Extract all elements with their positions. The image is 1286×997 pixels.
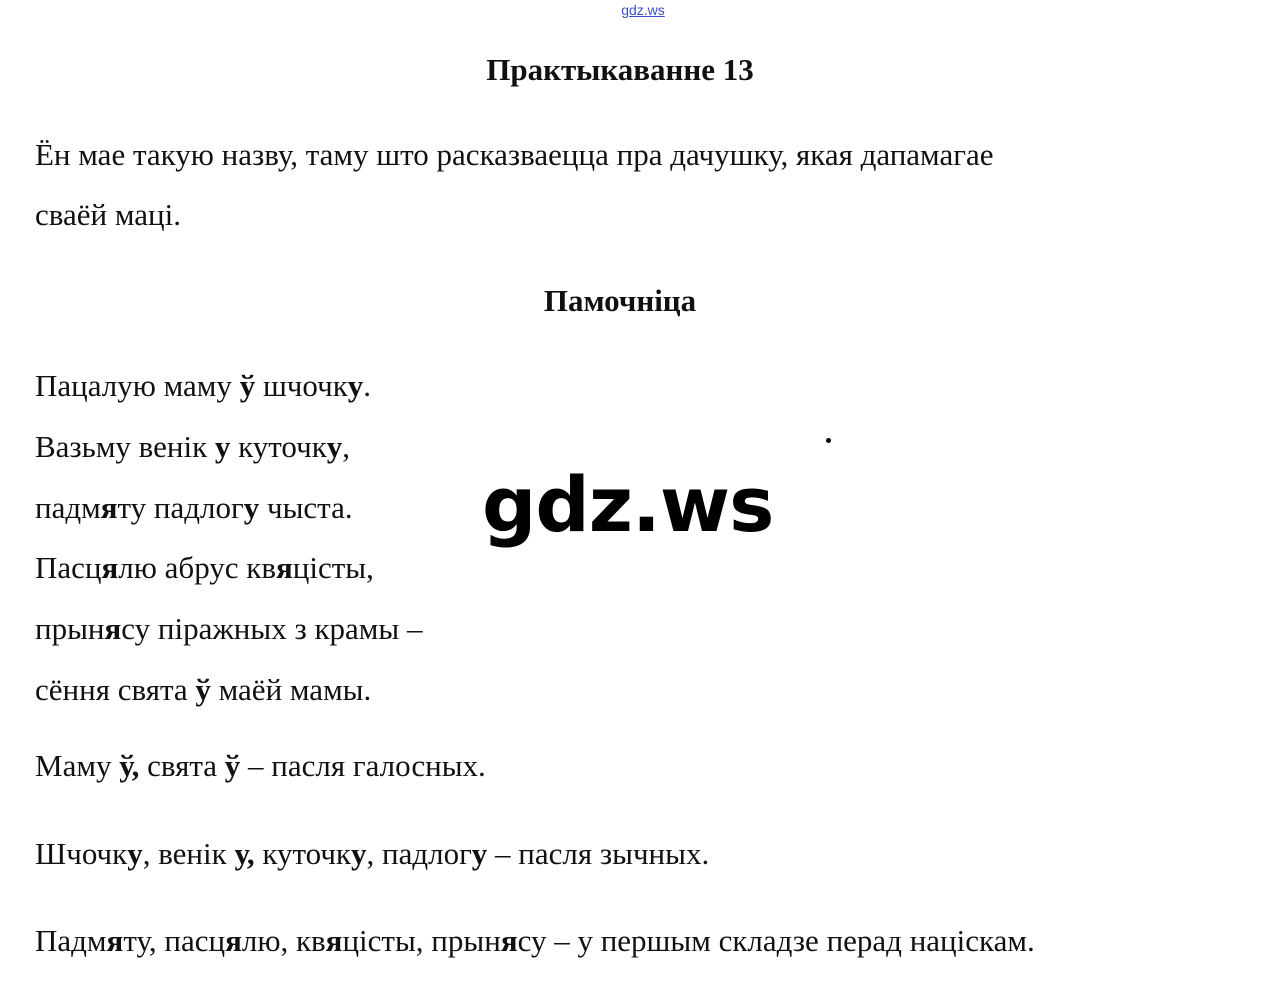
- text-segment: свята: [139, 748, 225, 783]
- highlighted-letter: ў: [239, 368, 256, 403]
- highlighted-letter: у: [326, 429, 343, 464]
- text-segment: Шчочк: [35, 836, 128, 871]
- text-segment: ту падлог: [117, 490, 244, 525]
- text-segment: лю абрус кв: [118, 550, 276, 585]
- text-segment: прын: [35, 611, 105, 646]
- watermark-logo: gdz.ws: [482, 460, 774, 549]
- poem-line: [35, 672, 371, 708]
- highlighted-letter: у: [127, 836, 143, 871]
- highlighted-letter: я: [106, 923, 124, 958]
- note-line-first-syllable: [35, 923, 1035, 959]
- text-segment: Пасц: [35, 550, 102, 585]
- text-segment: Вазьму венік: [35, 429, 215, 464]
- text-segment: куточк: [230, 429, 327, 464]
- poem-title: Памочніца: [543, 283, 697, 318]
- text-segment: маёй мамы.: [210, 672, 372, 707]
- highlighted-letter: ў: [224, 748, 241, 783]
- highlighted-letter: я: [101, 550, 119, 585]
- highlighted-letter: у: [471, 836, 488, 871]
- text-segment: , венік: [142, 836, 235, 871]
- text-segment: – пасля зычных.: [487, 836, 710, 871]
- highlighted-letter: я: [500, 923, 518, 958]
- highlighted-letter: я: [100, 490, 118, 525]
- highlighted-letter: я: [276, 550, 293, 585]
- text-segment: Падм: [35, 923, 107, 958]
- poem-line: [35, 429, 350, 465]
- highlighted-letter: я: [325, 923, 343, 958]
- text-segment: падм: [35, 490, 101, 525]
- highlighted-letter: у: [347, 368, 364, 403]
- note-line-consonants: [35, 836, 709, 872]
- header-link[interactable]: gdz.ws: [621, 2, 665, 18]
- text-segment: – пасля галосных.: [240, 748, 486, 783]
- text-segment: Маму: [35, 748, 120, 783]
- text-segment: ту, пасц: [123, 923, 226, 958]
- poem-line: [35, 611, 422, 647]
- text-segment: .: [363, 368, 371, 403]
- highlighted-letter: у,: [234, 836, 255, 871]
- note-line-vowels: [35, 748, 486, 784]
- highlighted-letter: я: [225, 923, 242, 958]
- text-segment: су – у першым складзе перад націскам.: [517, 923, 1035, 958]
- highlighted-letter: у: [350, 836, 367, 871]
- watermark-dot: [826, 438, 831, 443]
- highlighted-letter: я: [104, 611, 122, 646]
- highlighted-letter: у: [243, 490, 260, 525]
- text-segment: сёння свята: [35, 672, 196, 707]
- text-segment: су піражных з крамы –: [121, 611, 423, 646]
- page-title: Практыкаванне 13: [486, 52, 754, 87]
- poem-line: [35, 368, 371, 404]
- text-segment: ,: [342, 429, 351, 464]
- text-segment: куточк: [254, 836, 351, 871]
- text-segment: , падлог: [366, 836, 472, 871]
- text-segment: цісты, прын: [342, 923, 501, 958]
- intro-line-1: Ён мае такую назву, таму што расказваецца пра дачушку, якая дапамагае: [35, 137, 994, 172]
- text-segment: лю, кв: [241, 923, 326, 958]
- poem-line: [35, 550, 374, 586]
- poem-line: [35, 490, 353, 526]
- highlighted-letter: ў,: [119, 748, 140, 783]
- text-segment: чыста.: [259, 490, 353, 525]
- text-segment: шчочк: [255, 368, 348, 403]
- highlighted-letter: ў: [195, 672, 211, 707]
- text-segment: Пацалую маму: [35, 368, 240, 403]
- highlighted-letter: у: [214, 429, 231, 464]
- text-segment: цісты,: [292, 550, 374, 585]
- intro-line-2: сваёй маці.: [35, 197, 181, 232]
